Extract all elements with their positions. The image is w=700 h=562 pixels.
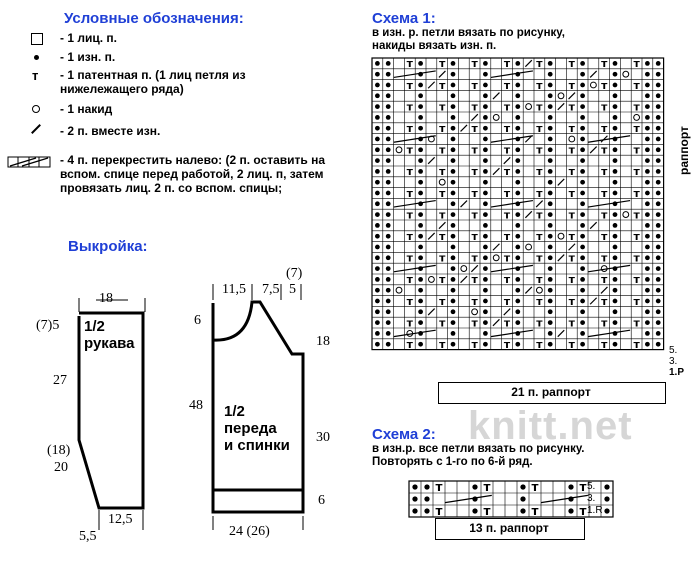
svg-text:т: т [503,251,511,265]
svg-text:т: т [439,337,446,351]
svg-text:т: т [568,100,575,114]
scheme1-note-line2: накиды вязать изн. п. [372,40,497,52]
sleeve-dim-left-bottom-alt: (18) [47,443,71,458]
legend-text-yarnover: - 1 накид [60,102,113,116]
svg-text:т: т [471,165,478,179]
svg-text:т: т [568,121,575,135]
scheme1-title: Схема 1: [372,10,436,27]
svg-text:т: т [579,480,587,495]
svg-text:т: т [531,480,539,495]
svg-text:т: т [601,57,608,71]
svg-text:т: т [406,186,413,200]
svg-text:т: т [633,143,640,157]
scheme1-note-line1: в изн. р. петли вязать по рисунку, [372,27,566,39]
svg-text:т: т [633,78,640,92]
svg-text:т: т [633,57,640,71]
svg-text:т: т [406,229,413,243]
svg-text:т: т [601,143,608,157]
svg-text:т: т [633,186,640,200]
svg-text:т: т [601,165,608,179]
svg-text:т: т [536,100,543,114]
scheme2-rapport-bottom: 13 п. раппорт [469,521,549,535]
svg-text:т: т [601,186,608,200]
svg-text:т: т [483,480,491,495]
svg-text:т: т [601,337,608,351]
svg-text:т: т [601,316,608,330]
svg-text:т: т [633,229,640,243]
svg-text:т: т [406,165,413,179]
svg-text:т: т [471,186,478,200]
svg-text:т: т [471,78,478,92]
svg-text:т: т [471,208,478,222]
scheme2-row-label-1: 1.R [587,505,603,516]
sleeve-dim-top: 18 [99,291,113,306]
scheme1-row-label-5: 5. [669,345,678,356]
svg-text:т: т [406,251,413,265]
svg-text:т: т [439,208,446,222]
svg-text:т: т [406,57,413,71]
svg-text:т: т [439,57,446,71]
svg-text:т: т [503,57,511,71]
scheme1-rapport-bottom: 21 п. раппорт [511,385,591,399]
svg-text:т: т [633,316,640,330]
svg-text:т: т [503,294,511,308]
svg-text:т: т [406,273,413,287]
body-dim-left: 48 [189,398,203,413]
svg-text:т: т [406,121,413,135]
svg-text:т: т [503,273,511,287]
svg-text:т: т [568,294,575,308]
body-dim-top-right: 5 [289,282,296,297]
svg-text:т: т [601,294,608,308]
svg-text:т: т [439,251,446,265]
svg-text:т: т [601,273,608,287]
svg-text:т: т [503,100,511,114]
svg-text:т: т [503,337,511,351]
svg-text:т: т [601,208,608,222]
svg-text:т: т [536,186,543,200]
legend-title: Условные обозначения: [64,10,244,27]
body-dim-top-alt: (7) [286,266,303,281]
svg-text:т: т [568,186,575,200]
body-dim-top-left: 11,5 [222,282,246,297]
svg-text:т: т [471,337,478,351]
svg-text:т: т [568,316,575,330]
sleeve-label-line1: 1/2 [84,318,105,335]
sleeve-dim-left-mid: 27 [53,373,67,388]
svg-text:т: т [536,273,543,287]
legend-text-k2tog: - 2 п. вместе изн. [60,124,161,138]
svg-text:т: т [536,208,543,222]
svg-text:т: т [471,316,478,330]
scheme1-row-label-3: 3. [669,356,678,367]
svg-text:т: т [406,294,413,308]
svg-text:т: т [536,57,543,71]
watermark: knitt.net [468,404,633,448]
svg-text:т: т [503,186,511,200]
legend-text-patent: - 1 патентная п. (1 лиц петля из нижележащего ряда) [60,68,246,96]
svg-text:т: т [471,229,478,243]
svg-text:т: т [503,121,511,135]
svg-text:т: т [568,78,575,92]
svg-text:т: т [439,78,446,92]
svg-text:т: т [601,251,608,265]
svg-text:т: т [503,229,511,243]
svg-text:т: т [471,143,478,157]
svg-text:т: т [503,143,511,157]
svg-text:т: т [439,273,446,287]
svg-text:т: т [406,78,413,92]
svg-text:т: т [503,78,511,92]
legend-text-knit: - 1 лиц. п. [60,31,117,45]
svg-text:т: т [483,504,491,519]
pattern-title: Выкройка: [68,238,148,255]
svg-text:т: т [536,251,543,265]
legend-text-cable: - 4 п. перекрестить налево: (2 п. оставить на вспом. спице перед работой, 2 лиц. п, затем провязать лиц. 2 п. со вспом. спицы; [60,153,326,195]
svg-text:т: т [503,165,511,179]
svg-text:т: т [439,121,446,135]
svg-text:т: т [536,165,543,179]
legend-symbol-patent: т [32,68,39,83]
svg-text:т: т [536,78,543,92]
svg-text:т: т [536,229,543,243]
svg-text:т: т [531,504,539,519]
svg-text:т: т [439,229,446,243]
svg-text:т: т [633,208,640,222]
svg-text:т: т [633,337,640,351]
scheme1-row-label-1: 1.Р [669,367,685,378]
svg-text:т: т [601,100,608,114]
svg-text:т: т [406,143,413,157]
svg-text:т: т [536,294,543,308]
scheme2-note-line1: в изн.р. все петли вязать по рисунку. [372,443,585,455]
svg-text:т: т [439,100,446,114]
svg-text:т: т [471,121,478,135]
svg-text:т: т [536,143,543,157]
scheme1-rapport-side: раппорт [677,126,691,175]
svg-text:т: т [633,121,640,135]
sleeve-dim-left-top: (7)5 [36,318,60,333]
scheme2-note-line2: Повторять с 1-го по 6-й ряд. [372,456,533,468]
scheme2-row-label-3: 3. [587,493,596,504]
svg-text:т: т [568,251,575,265]
svg-text:т: т [579,504,587,519]
sleeve-label-line2: рукава [84,335,135,352]
body-dim-right-bottom: 6 [318,493,325,508]
svg-text:т: т [471,57,478,71]
legend-text-purl: - 1 изн. п. [60,50,116,64]
svg-text:т: т [471,100,478,114]
svg-text:т: т [568,143,575,157]
svg-text:т: т [568,273,575,287]
scheme2-title: Схема 2: [372,426,436,443]
svg-text:т: т [406,208,413,222]
svg-text:т: т [601,229,608,243]
svg-text:т: т [471,273,478,287]
body-dim-neck: 6 [194,313,201,328]
svg-text:т: т [633,273,640,287]
svg-text:т: т [406,316,413,330]
svg-text:т: т [503,208,511,222]
svg-text:т: т [439,186,446,200]
svg-text:т: т [435,480,443,495]
sleeve-dim-left-bottom: 20 [54,460,68,475]
svg-text:т: т [568,165,575,179]
svg-text:т: т [568,337,575,351]
body-label-line3: и спинки [224,437,290,454]
scheme2-row-label-5: 5. [587,481,596,492]
svg-text:т: т [633,294,640,308]
svg-text:т: т [536,337,543,351]
scheme2-cells [409,480,613,518]
svg-text:т: т [536,121,543,135]
svg-text:т: т [471,251,478,265]
body-label-line1: 1/2 [224,403,245,420]
svg-text:т: т [633,100,640,114]
svg-text:т: т [633,251,640,265]
svg-text:т: т [439,143,446,157]
svg-text:т: т [536,316,543,330]
sleeve-dim-bottom: 12,5 [108,512,133,527]
svg-text:т: т [568,229,575,243]
svg-text:т: т [406,100,413,114]
svg-text:т: т [568,208,575,222]
svg-text:т: т [439,165,446,179]
svg-text:т: т [633,165,640,179]
body-dim-bottom: 24 (26) [229,524,270,539]
svg-text:т: т [406,337,413,351]
svg-text:т: т [503,316,511,330]
svg-text:т: т [471,294,478,308]
body-dim-right-mid: 30 [316,430,330,445]
svg-text:т: т [439,294,446,308]
body-dim-right-top: 18 [316,334,330,349]
sleeve-dim-bottom-left: 5,5 [79,529,97,544]
body-dim-top-mid: 7,5 [262,282,280,297]
body-label-line2: переда [224,420,277,437]
svg-text:т: т [435,504,443,519]
svg-text:т: т [601,78,608,92]
svg-text:т: т [568,57,575,71]
svg-text:т: т [601,121,608,135]
svg-text:т: т [439,316,446,330]
